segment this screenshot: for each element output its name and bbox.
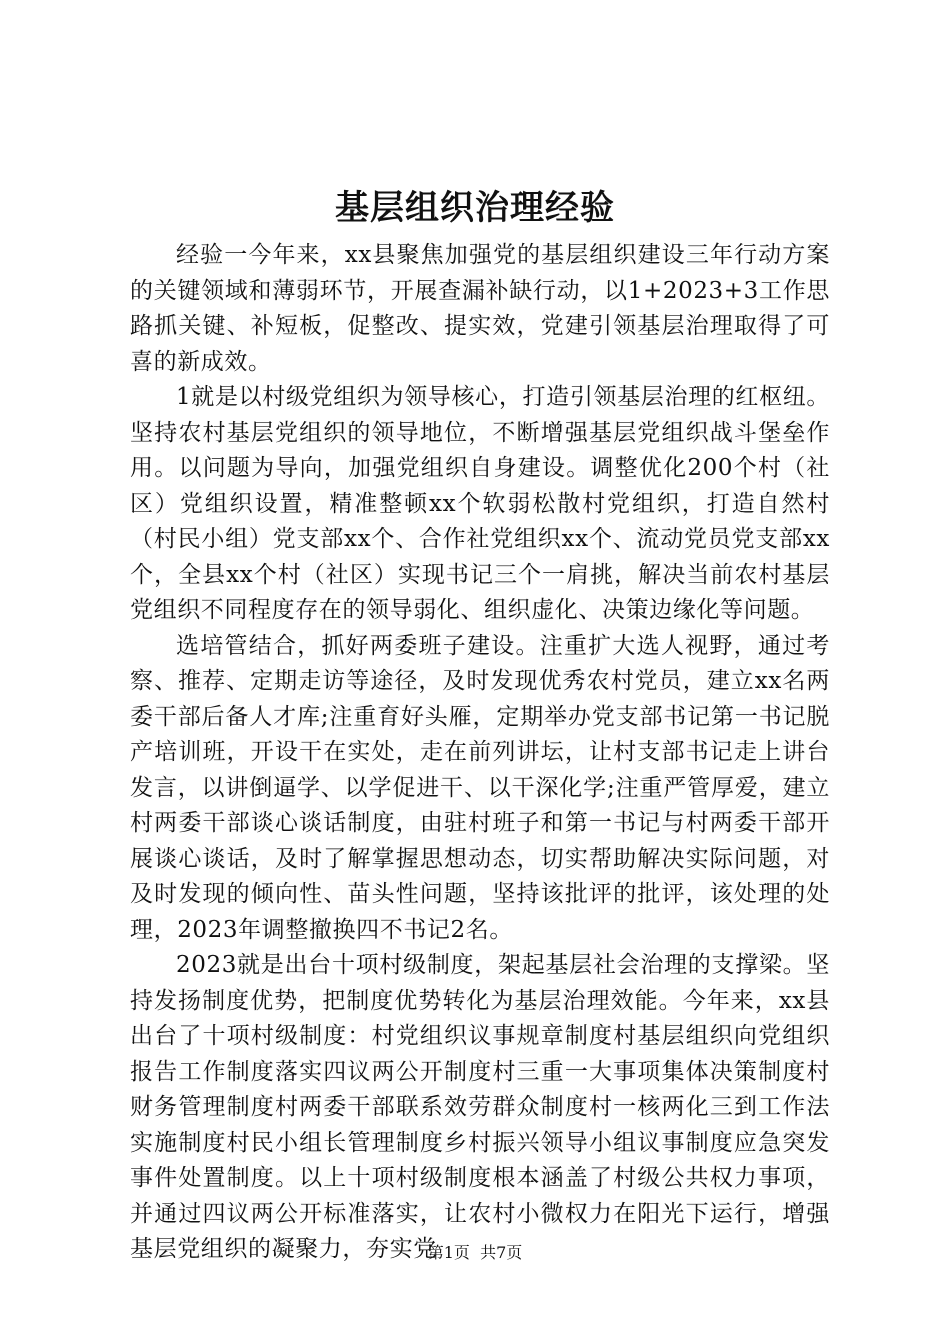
- document-title: 基层组织治理经验: [335, 188, 615, 228]
- document-body: [130, 238, 830, 1268]
- page-footer: 第1页 共7页: [427, 1243, 523, 1262]
- paragraph: 经验一今年来，xx县聚焦加强党的基层组织建设三年行动方案的关键领域和薄弱环节，开展查漏补缺行动，以1+2023+3工作思路抓关键、补短板，促整改、提实效，党建引领基层治理取得了可喜的新成效。: [130, 242, 830, 375]
- paragraph: 2023就是出台十项村级制度，架起基层社会治理的支撑梁。坚持发扬制度优势，把制度优势转化为基层治理效能。今年来，xx县出台了十项村级制度：村党组织议事规章制度村基层组织向党组织报告工作制度落实四议两公开制度村三重一大事项集体决策制度村财务管理制度村两委干部联系效劳群众制度村一核两化三到工作法实施制度村民小组长管理制度乡村振兴领导小组议事制度应急突发事件处置制度。以上十项村级制度根本涵盖了村级公共权力事项，并通过四议两公开标准落实，让农村小微权力在阳光下运行，增强基层党组织的凝聚力，夯实党: [130, 952, 830, 1262]
- paragraph: 选培管结合，抓好两委班子建设。注重扩大选人视野，通过考察、推荐、定期走访等途径，及时发现优秀农村党员，建立xx名两委干部后备人才库;注重育好头雁，定期举办党支部书记第一书记脱产培训班，开设干在实处，走在前列讲坛，让村支部书记走上讲台发言，以讲倒逼学、以学促进干、以干深化学;注重严管厚爱，建立村两委干部谈心谈话制度，由驻村班子和第一书记与村两委干部开展谈心谈话，及时了解掌握思想动态，切实帮助解决实际问题，对及时发现的倾向性、苗头性问题，坚持该批评的批评，该处理的处理，2023年调整撤换四不书记2名。: [130, 632, 830, 943]
- paragraph: 1就是以村级党组织为领导核心，打造引领基层治理的红枢纽。坚持农村基层党组织的领导地位，不断增强基层党组织战斗堡垒作用。以问题为导向，加强党组织自身建设。调整优化200个村（社区）党组织设置，精准整顿xx个软弱松散村党组织，打造自然村（村民小组）党支部xx个、合作社党组织xx个、流动党员党支部xx个，全县xx个村（社区）实现书记三个一肩挑，解决当前农村基层党组织不同程度存在的领导弱化、组织虚化、决策边缘化等问题。: [130, 384, 830, 623]
